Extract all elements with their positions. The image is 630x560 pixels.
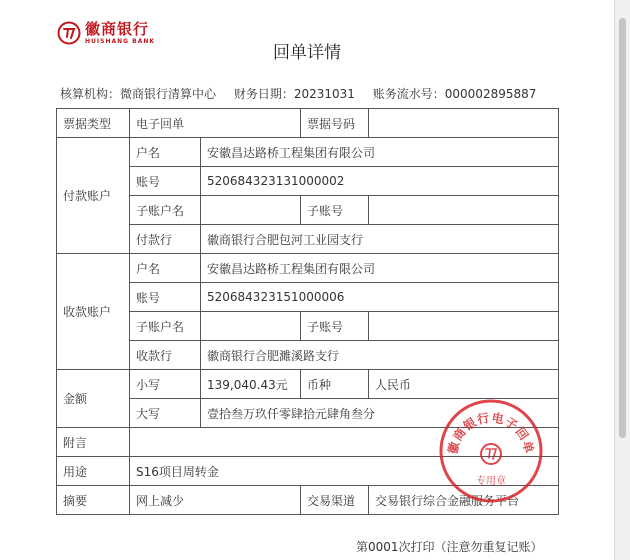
channel-value: 交易银行综合金融服务平台 bbox=[369, 486, 559, 515]
payer-account-label: 账号 bbox=[130, 167, 201, 196]
table-row bbox=[57, 225, 559, 254]
table-row bbox=[57, 138, 559, 167]
amount-section-label: 金额 bbox=[57, 370, 130, 428]
bank-name-en: HUISHANG BANK bbox=[85, 37, 156, 45]
bank-seal-stamp bbox=[438, 398, 544, 504]
doc-type-label: 票据类型 bbox=[57, 109, 130, 138]
payee-name-label: 户名 bbox=[130, 254, 201, 283]
payer-name: 安徽昌达路桥工程集团有限公司 bbox=[201, 138, 559, 167]
table-row bbox=[57, 167, 559, 196]
payer-name-label: 户名 bbox=[130, 138, 201, 167]
table-row bbox=[57, 283, 559, 312]
payer-sub-name bbox=[201, 196, 301, 225]
payee-sub-name-label: 子账户名 bbox=[130, 312, 201, 341]
payee-bank-label: 收款行 bbox=[130, 341, 201, 370]
payee-sub-account-label: 子账号 bbox=[301, 312, 369, 341]
bank-name-cn: 徽商银行 bbox=[85, 19, 150, 38]
page-title: 回单详情 bbox=[273, 43, 341, 63]
payee-bank: 徽商银行合肥濉溪路支行 bbox=[201, 341, 559, 370]
payee-account-label: 账号 bbox=[130, 283, 201, 312]
payee-account: 520684323151000006 bbox=[201, 283, 559, 312]
scrollbar-thumb[interactable] bbox=[619, 18, 626, 438]
seal-bottom-text: 专用章 bbox=[476, 476, 506, 487]
amount-upper: 壹拾叁万玖仟零肆拾元肆角叁分 bbox=[201, 399, 559, 428]
table-row bbox=[57, 312, 559, 341]
scrollbar[interactable] bbox=[614, 0, 630, 560]
channel-label: 交易渠道 bbox=[301, 486, 369, 515]
currency-value: 人民币 bbox=[369, 370, 559, 399]
doc-no-value bbox=[369, 109, 559, 138]
svg-text:徽商银行电子回单 bbox=[445, 410, 538, 456]
print-count-note: 第0001次打印（注意勿重复记账） bbox=[356, 540, 543, 554]
amount-upper-label: 大写 bbox=[130, 399, 201, 428]
payer-sub-account-label: 子账号 bbox=[301, 196, 369, 225]
payer-account: 520684323131000002 bbox=[201, 167, 559, 196]
purpose-label: 用途 bbox=[57, 457, 130, 486]
meta-serial: 账务流水号：000002895887 bbox=[372, 87, 537, 101]
table-row bbox=[57, 109, 559, 138]
remark-label: 附言 bbox=[57, 428, 130, 457]
payee-section-label: 收款账户 bbox=[57, 254, 130, 370]
payer-section-label: 付款账户 bbox=[57, 138, 130, 254]
currency-label: 币种 bbox=[301, 370, 369, 399]
meta-date: 财务日期：20231031 bbox=[233, 87, 355, 101]
doc-no-label: 票据号码 bbox=[301, 109, 369, 138]
table-row bbox=[57, 254, 559, 283]
payee-name: 安徽昌达路桥工程集团有限公司 bbox=[201, 254, 559, 283]
summary-value: 网上减少 bbox=[130, 486, 301, 515]
payer-sub-account bbox=[369, 196, 559, 225]
payee-sub-name bbox=[201, 312, 301, 341]
table-row bbox=[57, 341, 559, 370]
payee-sub-account bbox=[369, 312, 559, 341]
table-row bbox=[57, 196, 559, 225]
meta-line bbox=[60, 85, 550, 102]
amount-lower-label: 小写 bbox=[130, 370, 201, 399]
purpose-value: S16项目周转金 bbox=[130, 457, 559, 486]
table-row bbox=[57, 370, 559, 399]
amount-lower: 139,040.43元 bbox=[201, 370, 301, 399]
seal-arc-text: 徽商银行电子回单 bbox=[445, 410, 537, 456]
meta-org: 核算机构：微商银行清算中心 bbox=[60, 87, 217, 101]
summary-label: 摘要 bbox=[57, 486, 130, 515]
doc-type-value: 电子回单 bbox=[130, 109, 301, 138]
payer-sub-name-label: 子账户名 bbox=[130, 196, 201, 225]
payer-bank-label: 付款行 bbox=[130, 225, 201, 254]
payer-bank: 徽商银行合肥包河工业园支行 bbox=[201, 225, 559, 254]
